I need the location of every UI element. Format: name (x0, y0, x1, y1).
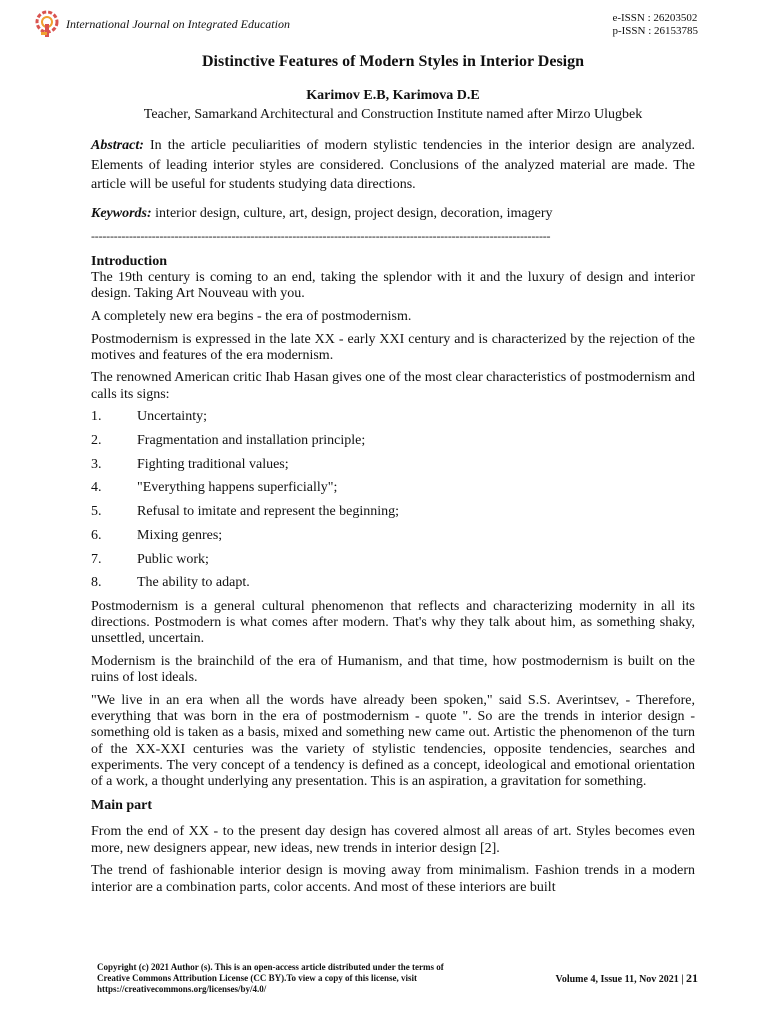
introduction-heading: Introduction (91, 253, 167, 269)
intro-paragraph-1: The 19th century is coming to an end, taking the splendor with it and the luxury of design and interior design. Taking Art Nouveau with you. (91, 269, 695, 302)
abstract (91, 136, 695, 195)
issn-block (612, 12, 698, 38)
copyright-notice: Copyright (c) 2021 Author (s). This is an open-access article distributed under the terms of Creative Commons Attribution License (CC BY).To view a copy of this license, visit https://creativecommons.org/licenses/by/4.0/ (97, 962, 444, 994)
journal-name: International Journal on Integrated Education (66, 17, 290, 31)
list-item (91, 528, 695, 544)
journal-logo-icon (34, 10, 60, 38)
intro-paragraph-7: "We live in an era when all the words have already been spoken," said S.S. Averintsev, - Therefore, everything that was born in the era of postmodernism - quote ". So are the trends in interior design - something old is taken as a basis, mixed and something new came out. Artistic the phenomenon of the turn of the XX-XXI centuries was the variety of stylistic tendencies, opposite tendencies, searches and experiments. The very concept of a tendency is defined as a concept, ideological and emotional orientation of a work, a thought underlying any presentation. This is an aspiration, a gravitation for something. (91, 692, 695, 789)
list-item-number: 8. (91, 575, 102, 591)
list-item (91, 409, 695, 425)
list-item (91, 552, 695, 568)
volume-info (556, 971, 698, 986)
list-item (91, 504, 695, 520)
intro-paragraph-2: A completely new era begins - the era of postmodernism. (91, 308, 412, 324)
keywords-text: interior design, culture, art, design, project design, decoration, imagery (151, 205, 553, 221)
e-issn: e-ISSN : 26203502 (612, 12, 698, 24)
intro-paragraph-5: Postmodernism is a general cultural phenomenon that reflects and characterizing modernity in all its directions. Postmodern is what comes after modern. That's why they talk about him, as something shaky, unsettled, uncertain. (91, 598, 695, 647)
list-item-number: 6. (91, 527, 102, 543)
list-item-text: Public work; (137, 551, 209, 567)
list-item-text: Refusal to imitate and represent the beginning; (137, 504, 400, 520)
list-item-number: 4. (91, 480, 102, 496)
main-part-heading: Main part (91, 798, 153, 814)
list-item-number: 5. (91, 504, 102, 520)
keywords-label: Keywords: (91, 205, 152, 221)
author-affiliation: Teacher, Samarkand Architectural and Construction Institute named after Mirzo Ulugbek (143, 107, 643, 122)
page-footer (97, 962, 698, 995)
list-item (91, 480, 695, 496)
keywords (91, 206, 695, 222)
list-item-text: The ability to adapt. (137, 575, 250, 591)
main-paragraph-1: From the end of XX - to the present day design has covered almost all areas of art. Styles becomes even more, new designers appear, new ideas, new trends in interior design [2]. (91, 824, 695, 856)
intro-paragraph-3: Postmodernism is expressed in the late XX - early XXI century and is characterized by the rejection of the motives and features of the era modernism. (91, 331, 695, 363)
list-item-text: Fragmentation and installation principle; (137, 433, 366, 449)
page-header (34, 10, 698, 46)
p-issn: p-ISSN : 26153785 (612, 25, 698, 37)
intro-paragraph-4: The renowned American critic Ihab Hasan gives one of the most clear characteristics of postmodernism and calls its signs: (91, 370, 695, 402)
list-item-number: 2. (91, 433, 102, 449)
list-item-number: 7. (91, 551, 102, 567)
list-item-number: 3. (91, 456, 102, 472)
article-authors: Karimov E.B, Karimova D.E (306, 88, 480, 103)
section-divider: ------------------------------------------------------------------------------------------------------------------------- (91, 228, 551, 243)
list-item-text: "Everything happens superficially"; (137, 480, 338, 496)
article-body (91, 50, 695, 902)
list-item-number: 1. (91, 409, 102, 425)
page-number: 21 (686, 971, 698, 985)
list-item (91, 575, 695, 591)
list-item (91, 433, 695, 449)
volume-issue: Volume 4, Issue 11, Nov 2021 | (555, 974, 686, 985)
main-paragraph-2: The trend of fashionable interior design is moving away from minimalism. Fashion trends in a modern interior are a combination parts, color accents. And most of these interiors are built (91, 863, 695, 895)
postmodernism-signs-list (91, 409, 695, 591)
list-item-text: Mixing genres; (137, 527, 223, 543)
list-item-text: Fighting traditional values; (137, 456, 289, 472)
list-item-text: Uncertainty; (137, 409, 207, 425)
abstract-text: In the article peculiarities of modern stylistic tendencies in the interior design are analyzed. Elements of leading interior styles are considered. Conclusions of the analyzed material are made. The article will be useful for students studying data directions. (91, 138, 695, 192)
abstract-label: Abstract: (91, 138, 144, 153)
article-title: Distinctive Features of Modern Styles in Interior Design (201, 53, 585, 70)
intro-paragraph-6: Modernism is the brainchild of the era of Humanism, and that time, how postmodernism is built on the ruins of lost ideals. (91, 654, 695, 686)
list-item (91, 457, 695, 473)
